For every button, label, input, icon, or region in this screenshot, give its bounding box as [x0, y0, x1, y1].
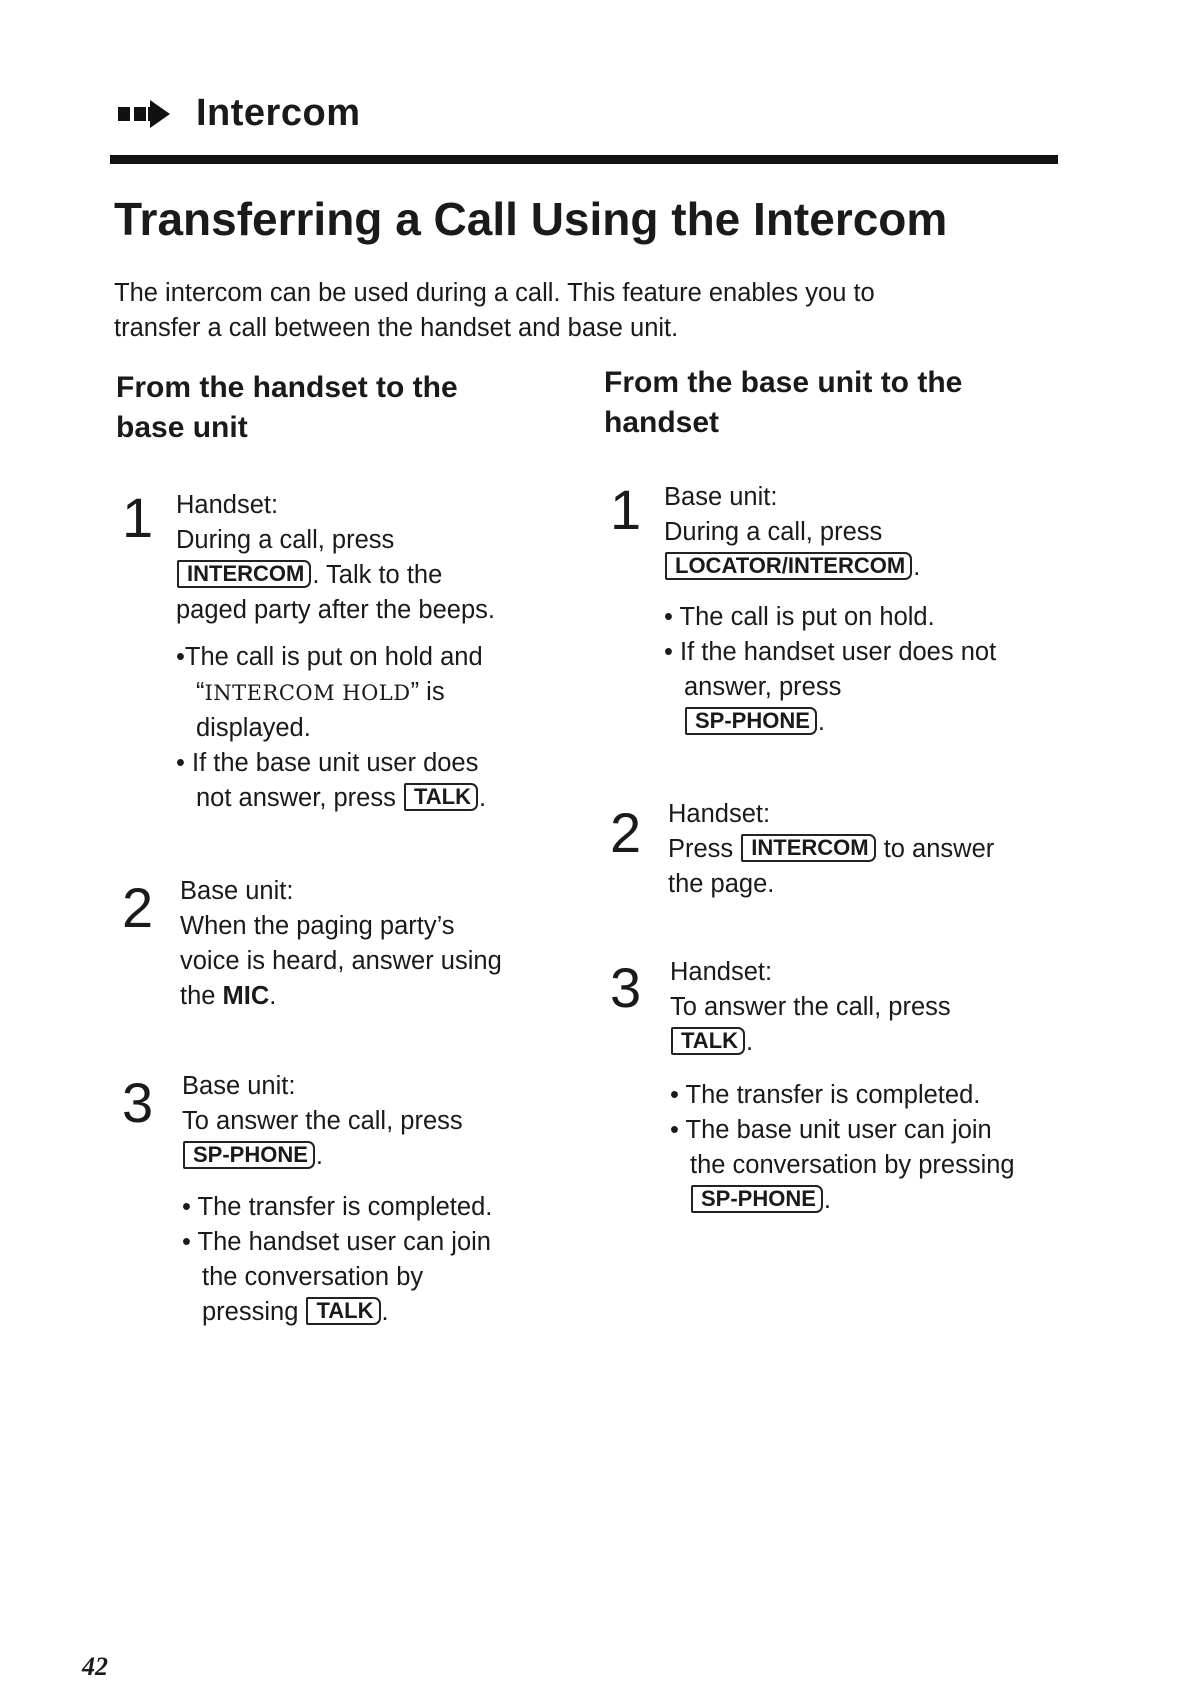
step-body: Handset: During a call, press INTERCOM . Talk to the paged party after the beeps. — [176, 491, 495, 624]
page-title: Transferring a Call Using the Intercom — [114, 193, 948, 245]
step-number: 2 — [610, 801, 642, 864]
step-number: 3 — [122, 1071, 154, 1134]
section-header — [118, 92, 360, 135]
step-bullets: •The call is put on hold and “INTERCOM HOLD” is displayed. • If the base unit user does not answer, press TALK . — [176, 643, 487, 812]
step-body: Handset: To answer the call, press TALK . — [670, 958, 951, 1056]
section-title: Intercom — [196, 92, 361, 134]
page-number: 42 — [82, 1652, 108, 1681]
sp-phone-key: SP-PHONE — [183, 1141, 315, 1169]
intro-paragraph: The intercom can be used during a call. This feature enables you to transfer a call between the handset and base unit. — [114, 279, 875, 342]
intercom-key: INTERCOM — [177, 560, 311, 588]
talk-key: TALK — [671, 1027, 745, 1055]
step-body: Handset: Press INTERCOM to answer the page. — [668, 800, 995, 898]
step-number: 1 — [610, 478, 642, 541]
sp-phone-key: SP-PHONE — [685, 707, 817, 735]
sp-phone-key: SP-PHONE — [691, 1185, 823, 1213]
step-number: 1 — [122, 486, 154, 549]
arrow-right-icon — [118, 97, 180, 131]
left-heading: From the handset to the base unit — [116, 371, 458, 444]
step-number: 3 — [610, 956, 642, 1019]
step-body: Base unit: During a call, press LOCATOR/INTERCOM . — [664, 483, 921, 581]
talk-key: TALK — [306, 1297, 380, 1325]
step-bullets: • The transfer is completed. • The base unit user can join the conversation by pressing SP-PHONE . — [670, 1081, 1015, 1214]
step-bullets: • The transfer is completed. • The handset user can join the conversation by pressing TALK . — [182, 1193, 493, 1326]
intercom-key: INTERCOM — [741, 834, 875, 862]
step-body: Base unit: To answer the call, press SP-PHONE . — [182, 1072, 463, 1170]
step-bullets: • The call is put on hold. • If the handset user does not answer, press SP-PHONE . — [664, 603, 997, 736]
talk-key: TALK — [404, 783, 478, 811]
right-heading: From the base unit to the handset — [604, 366, 963, 439]
header-rule — [110, 155, 1058, 164]
step-number: 2 — [122, 876, 154, 939]
step-body: Base unit: When the paging party’s voice is heard, answer using the MIC. — [180, 877, 502, 1010]
locator-intercom-key: LOCATOR/INTERCOM — [665, 552, 912, 580]
